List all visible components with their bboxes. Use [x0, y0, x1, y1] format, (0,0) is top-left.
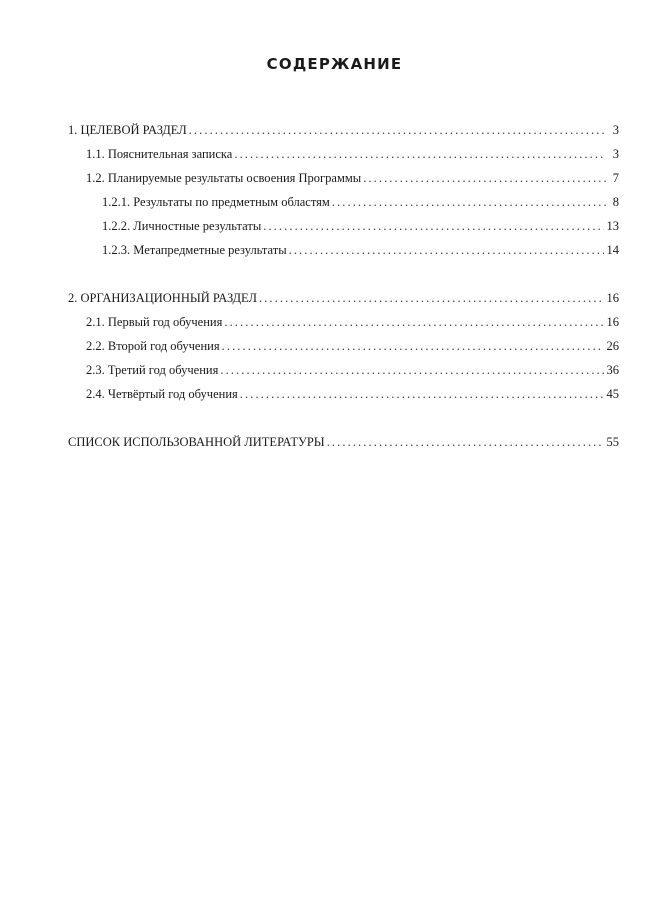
toc-entry-1-2-3[interactable]: [102, 242, 619, 258]
toc-leader-dots: [363, 170, 606, 186]
toc-leader-dots: [332, 194, 606, 210]
toc-entry-page: 3: [612, 123, 619, 137]
toc-entry-label: 1.1. Пояснительная записка: [86, 147, 233, 161]
toc-entry-page: 3: [612, 147, 619, 161]
toc-leader-dots: [224, 314, 603, 330]
toc-entry-1-2-2[interactable]: [102, 218, 619, 234]
toc-entry-page: 45: [606, 387, 619, 401]
toc-entry-label: 1.2.1. Результаты по предметным областям: [102, 195, 330, 209]
toc-leader-dots: [263, 218, 603, 234]
toc-entry-section-1[interactable]: [68, 122, 619, 138]
toc-leader-dots: [220, 362, 603, 378]
toc-entry-page: 55: [606, 435, 619, 449]
toc-entry-label: 2.3. Третий год обучения: [86, 363, 219, 377]
toc-entry-page: 26: [606, 339, 619, 353]
toc-entry-label: 2.4. Четвёртый год обучения: [86, 387, 238, 401]
toc-entry-1-1[interactable]: [86, 146, 619, 162]
toc-entry-label: 2. ОРГАНИЗАЦИОННЫЙ РАЗДЕЛ: [68, 291, 257, 305]
page-title: СОДЕРЖАНИЕ: [266, 55, 403, 73]
toc-entry-page: 36: [606, 363, 619, 377]
toc-entry-page: 16: [606, 315, 619, 329]
toc-leader-dots: [259, 290, 604, 306]
toc-leader-dots: [240, 386, 604, 402]
toc-entry-2-2[interactable]: [86, 338, 619, 354]
toc-entry-label: 1.2.3. Метапредметные результаты: [102, 243, 287, 257]
toc-entry-label: 1. ЦЕЛЕВОЙ РАЗДЕЛ: [68, 123, 187, 137]
toc-leader-dots: [289, 242, 604, 258]
toc-leader-dots: [327, 434, 604, 450]
toc-entry-2-3[interactable]: [86, 362, 619, 378]
toc-entry-page: 8: [612, 195, 619, 209]
toc-entry-label: СПИСОК ИСПОЛЬЗОВАННОЙ ЛИТЕРАТУРЫ: [68, 435, 325, 449]
toc-entry-1-2-1[interactable]: [102, 194, 619, 210]
toc-entry-2-1[interactable]: [86, 314, 619, 330]
toc-leader-dots: [189, 122, 606, 138]
toc-entry-label: 2.1. Первый год обучения: [86, 315, 223, 329]
toc-entry-label: 1.2. Планируемые результаты освоения Программы: [86, 171, 362, 185]
toc-entry-page: 7: [612, 171, 619, 185]
toc-leader-dots: [234, 146, 606, 162]
toc-entry-label: 2.2. Второй год обучения: [86, 339, 220, 353]
toc-leader-dots: [222, 338, 604, 354]
toc-entry-page: 16: [606, 291, 619, 305]
toc-entry-1-2[interactable]: [86, 170, 619, 186]
toc-entry-page: 13: [606, 219, 619, 233]
toc-entry-label: 1.2.2. Личностные результаты: [102, 219, 262, 233]
toc-entry-section-2[interactable]: [68, 290, 619, 306]
toc-entry-bibliography[interactable]: [68, 434, 619, 450]
toc-entry-2-4[interactable]: [86, 386, 619, 402]
toc-entry-page: 14: [606, 243, 619, 257]
